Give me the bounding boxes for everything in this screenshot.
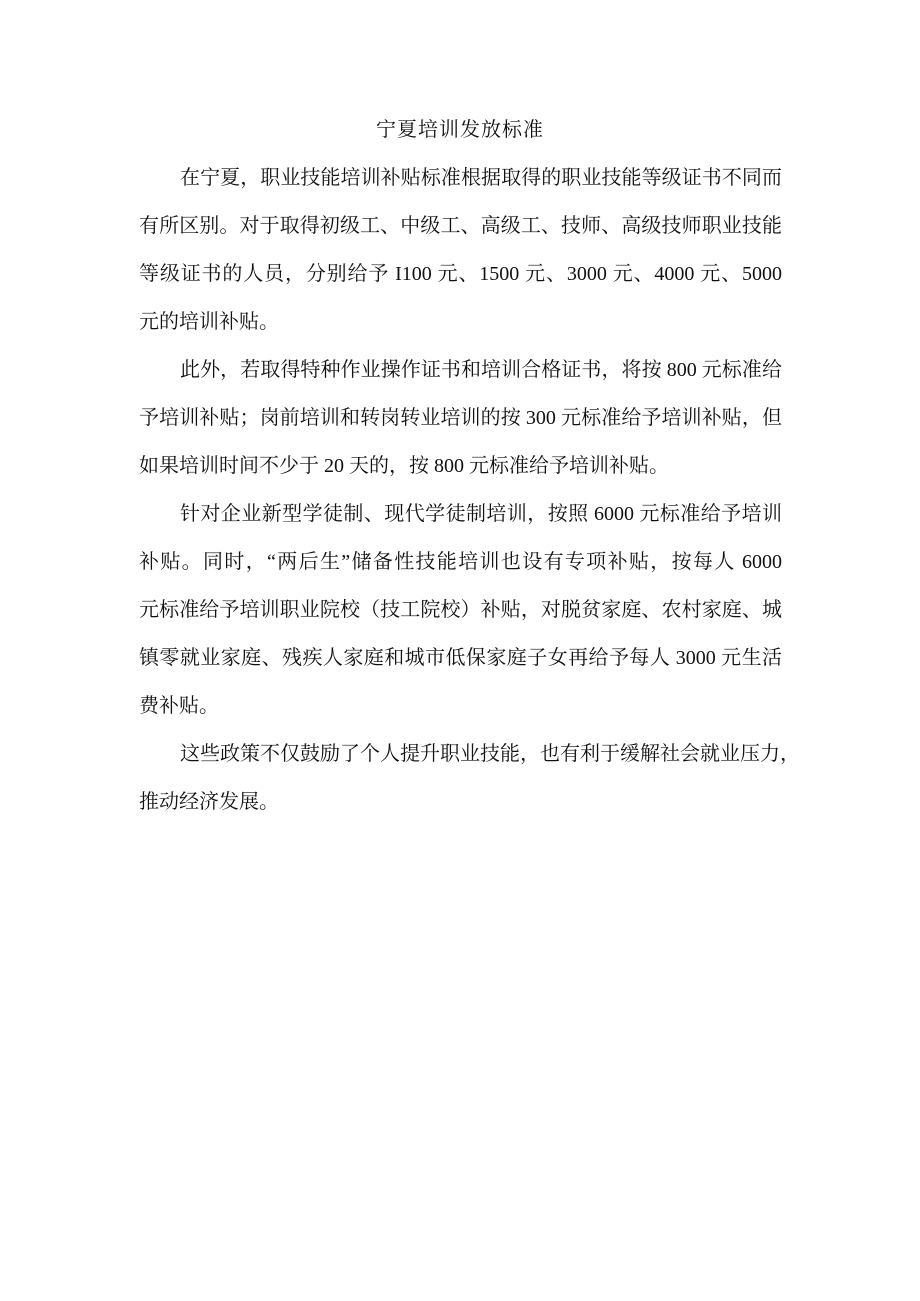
text-line: 元的培训补贴。 <box>139 311 279 333</box>
page-title: 宁夏培训发放标准 <box>376 119 544 141</box>
text-line: 如果培训时间不少于 20 天的，按 800 元标准给予培训补贴。 <box>139 455 669 477</box>
text-line: 元标准给予培训职业院校（技工院校）补贴，对脱贫家庭、农村家庭、城 <box>139 599 782 621</box>
text-line: 此外，若取得特种作业操作证书和培训合格证书，将按 800 元标准给 <box>180 359 782 381</box>
text-line: 予培训补贴；岗前培训和转岗转业培训的按 300 元标准给予培训补贴，但 <box>139 407 782 429</box>
paragraph-4 <box>139 730 800 826</box>
paragraph-1 <box>139 154 782 346</box>
text-line: 有所区别。对于取得初级工、中级工、高级工、技师、高级技师职业技能 <box>139 215 782 237</box>
text-line: 补贴。同时，“两后生”储备性技能培训也设有专项补贴，按每人 6000 <box>139 551 782 573</box>
text-line: 在宁夏，职业技能培训补贴标准根据取得的职业技能等级证书不同而 <box>180 167 782 189</box>
text-line: 镇零就业家庭、残疾人家庭和城市低保家庭子女再给予每人 3000 元生活 <box>139 647 782 669</box>
text-line: 等级证书的人员，分别给予 I100 元、1500 元、3000 元、4000 元、5000 <box>139 263 782 285</box>
document-body <box>139 154 800 826</box>
text-line: 费补贴。 <box>139 695 219 717</box>
text-line: 这些政策不仅鼓励了个人提升职业技能，也有利于缓解社会就业压力， <box>180 743 800 765</box>
paragraph-2 <box>139 346 782 490</box>
paragraph-3 <box>139 490 782 730</box>
text-line: 推动经济发展。 <box>139 791 279 813</box>
text-line: 针对企业新型学徒制、现代学徒制培训，按照 6000 元标准给予培训 <box>180 503 782 525</box>
